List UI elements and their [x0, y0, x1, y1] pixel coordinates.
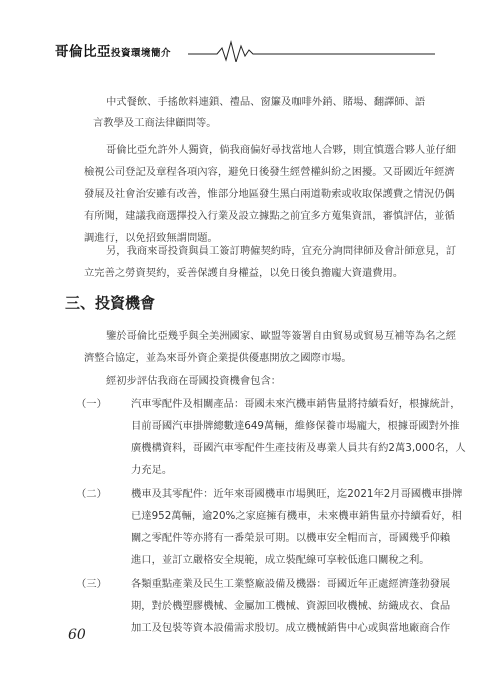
list-item-number: （二）	[76, 488, 107, 500]
list-item-line: 力充足。	[131, 464, 173, 476]
list-item-line: 關之零配件等亦將有一番榮景可期。以機車安全帽而言，哥國幾乎仰賴	[131, 532, 451, 544]
paragraph-line: 有所聞，建議我商選擇投入行業及設立據點之前宜多方蒐集資訊，審慎評估，並循	[84, 210, 455, 222]
list-item-line: 加工及包裝等資本設備需求殷切。成立機械銷售中心或與當地廠商合作	[131, 622, 451, 634]
paragraph-line: 發展及社會治安雖有改善，惟部分地區發生黑白兩道勒索或收取保護費之情況仍偶	[84, 188, 455, 200]
list-item-number: （一）	[76, 398, 107, 410]
paragraph-line: 哥倫比亞允許外人獨資，倘我商偏好尋找當地人合夥，則宜慎選合夥人並仔細	[106, 144, 457, 156]
paragraph-line: 檢視公司登記及章程各項內容，避免日後發生經營權糾紛之困擾。又哥國近年經濟	[84, 166, 455, 178]
header-title-sub: 投資環境簡介	[111, 48, 172, 59]
list-item-line: 機車及其零配件：近年來哥國機車市場興旺，迄2021年2月哥國機車掛牌	[131, 488, 463, 500]
list-item-number: （三）	[76, 578, 107, 590]
page-header	[55, 38, 435, 62]
paragraph-line: 鑒於哥倫比亞幾乎與全美洲國家、歐盟等簽署自由貿易或貿易互補等為名之經	[106, 330, 457, 342]
header-title-main: 哥倫比亞	[55, 44, 111, 60]
paragraph-line: 言教學及工商法律顧問等。	[93, 117, 217, 129]
paragraph-line: 中式餐飲、手搖飲料連鎖、禮品、窗簾及咖啡外銷、賭場、翻譯師、語	[106, 96, 426, 108]
paragraph-line: 另，我商來哥投資與員工簽訂聘僱契約時，宜充分詢問律師及會計師意見，訂	[106, 245, 457, 257]
paragraph-line: 調進行，以免招致無謂問題。	[84, 232, 218, 244]
list-item-line: 廣機構資料，哥國汽車零配件生產技術及專業人員共有約2萬3,000名，人	[131, 442, 466, 454]
list-item-line: 目前哥國汽車掛牌總數達649萬輛，維修保養市場龐大，根據哥國對外推	[131, 420, 460, 432]
paragraph-line: 立完善之勞資契約，妥善保護自身權益，以免日後負擔龐大資遣費用。	[84, 267, 404, 279]
page-number: 60	[68, 627, 86, 643]
paragraph-line: 經初步評估我商在哥國投資機會包含：	[106, 375, 282, 387]
list-item-line: 進口，並訂立嚴格安全規範，成立裝配線可享較低進口關稅之利。	[131, 554, 430, 566]
list-item-line: 已達952萬輛，逾20%之家庭擁有機車，未來機車銷售量亦持續看好，相	[131, 510, 462, 522]
header-waveform-rule	[55, 38, 435, 62]
list-item-line: 各類重點產業及民生工業整廠設備及機器：哥國近年正處經濟蓬勃發展	[131, 578, 451, 590]
section-heading: 三、投資機會	[65, 294, 156, 312]
paragraph-line: 濟整合協定，並為來哥外資企業提供優惠開放之國際市場。	[84, 352, 352, 364]
list-item-line: 汽車零配件及相關產品：哥國未來汽機車銷售量將持續看好，根據統計，	[131, 398, 461, 410]
list-item-line: 期，對於機塑膠機械、金屬加工機械、資源回收機械、紡織成衣、食品	[131, 600, 451, 612]
